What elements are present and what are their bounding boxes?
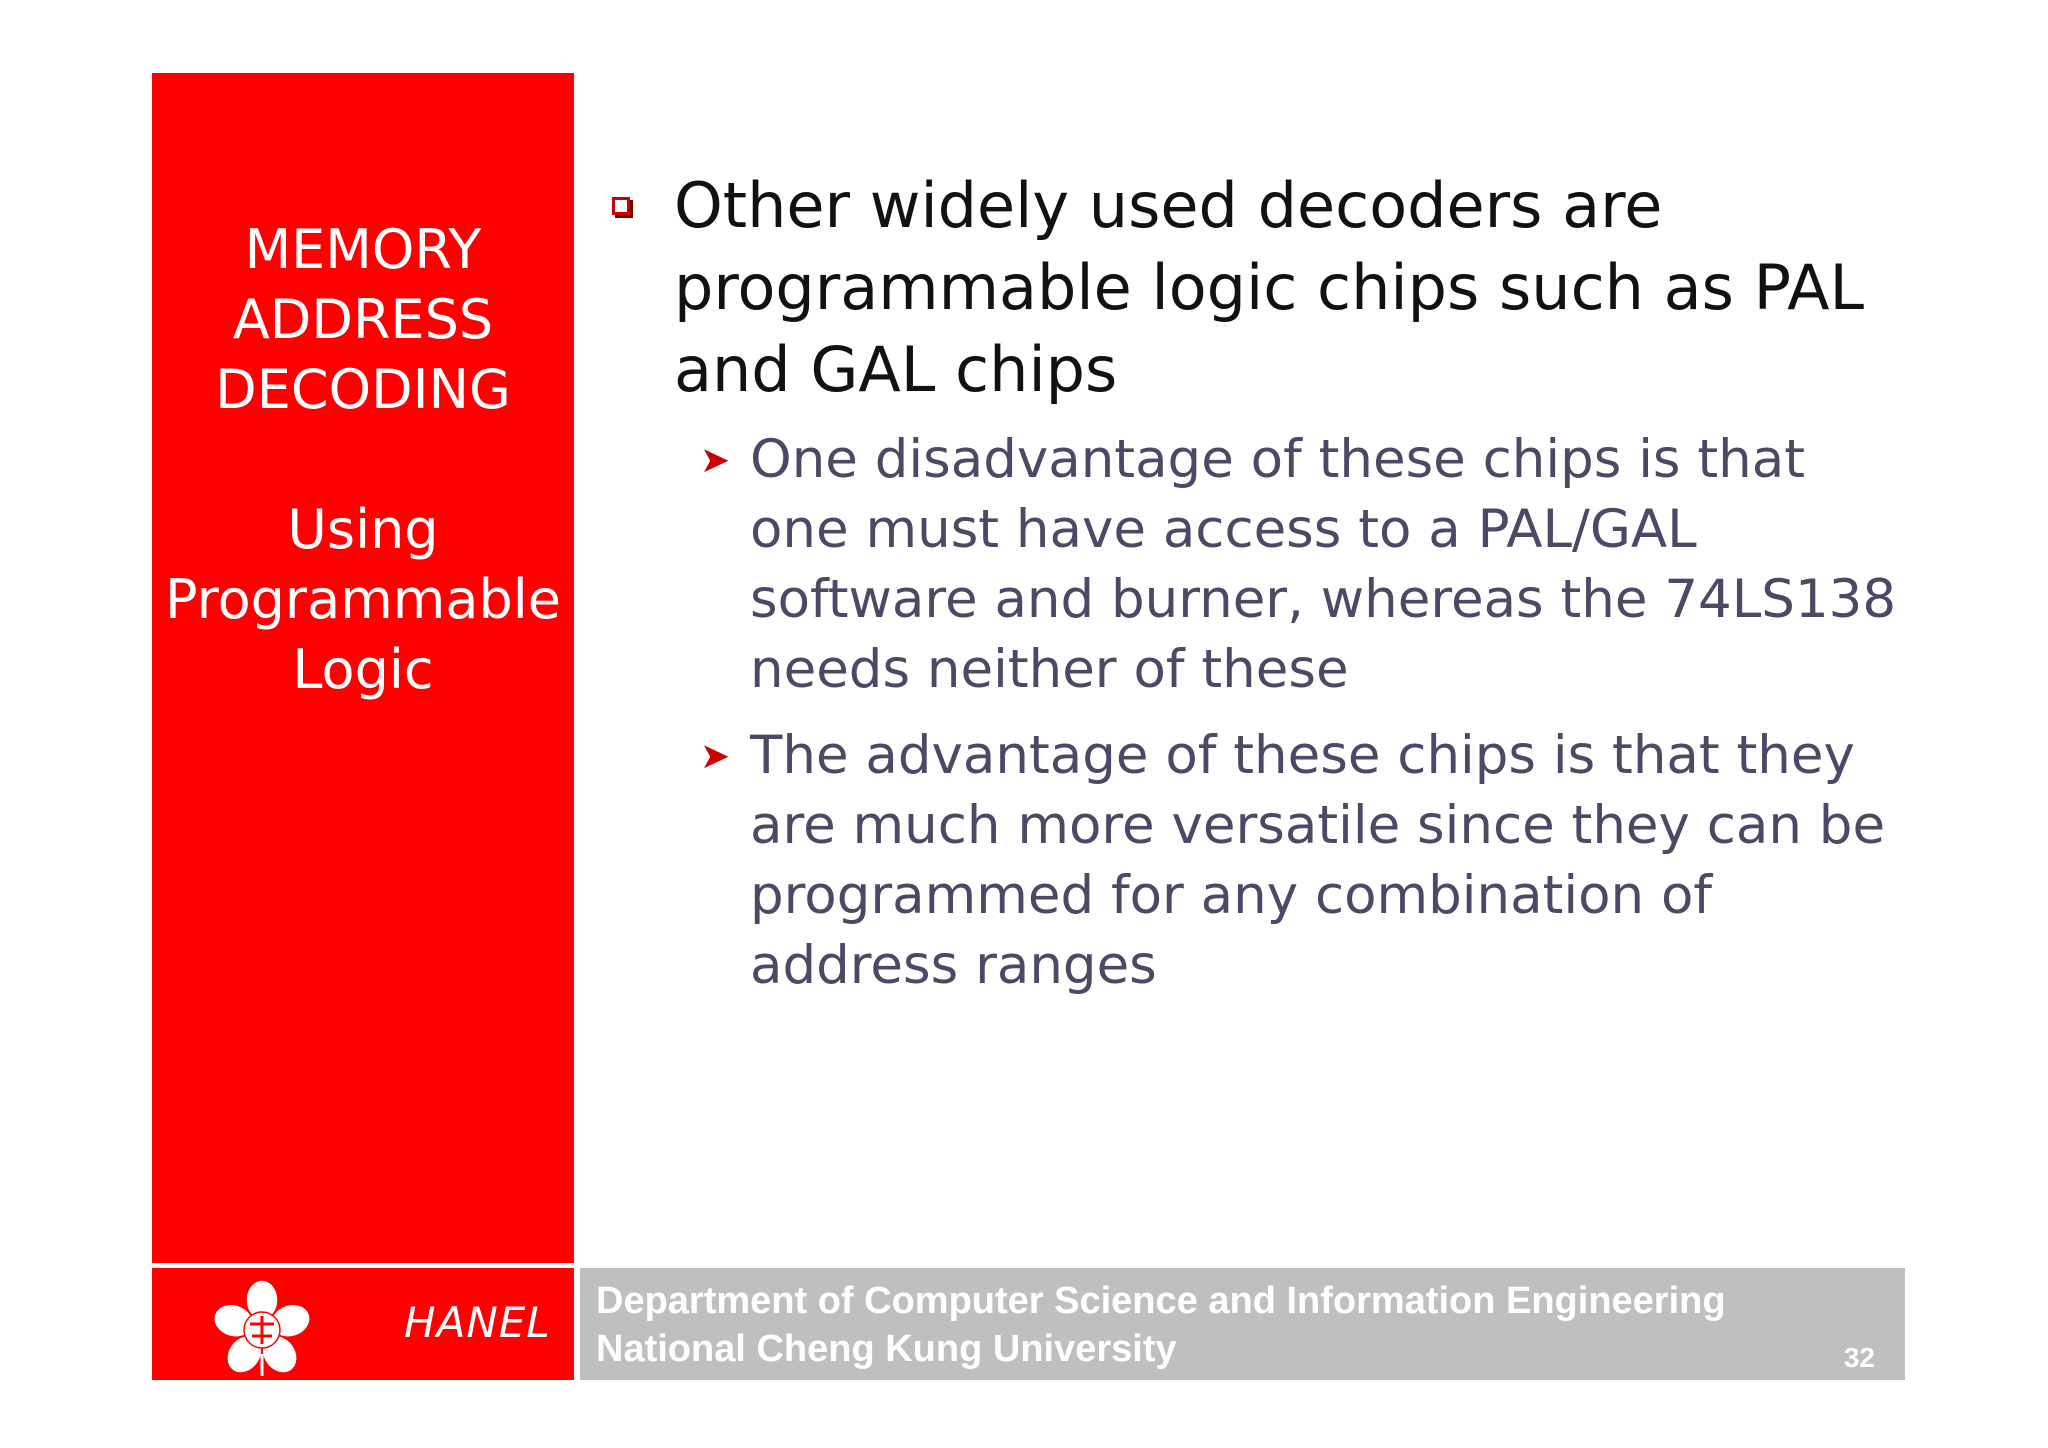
- footer-right: [580, 1268, 1905, 1380]
- arrow-bullet-icon: ➤: [700, 736, 731, 777]
- sidebar-subtitle-line-3: Logic: [292, 638, 434, 701]
- slide-content: [610, 165, 1910, 1001]
- sub-bullet-2: [700, 721, 1910, 1001]
- author-name: HANEL: [404, 1298, 551, 1347]
- sidebar-title-line-3: DECODING: [215, 358, 511, 421]
- sidebar: [152, 73, 574, 1263]
- page-number: 32: [1843, 1342, 1875, 1373]
- arrow-bullet-icon: ➤: [700, 440, 731, 481]
- department-name: Department of Computer Science and Information Engineering: [596, 1280, 1726, 1322]
- footer-left: [152, 1268, 574, 1380]
- sub-bullet-1-text: One disadvantage of these chips is that one must have access to a PAL/GAL software and burner, whereas the 74LS138 needs neither of these: [750, 429, 1897, 700]
- sidebar-title-line-2: ADDRESS: [232, 288, 494, 351]
- main-bullet-text: Other widely used decoders are programmable logic chips such as PAL and GAL chips: [674, 169, 1865, 406]
- main-bullet: [610, 165, 1910, 411]
- sidebar-title-line-1: MEMORY: [244, 218, 482, 281]
- university-name: National Cheng Kung University: [596, 1328, 1177, 1370]
- square-bullet-icon: [612, 197, 630, 215]
- sidebar-subtitle-line-2: Programmable: [164, 568, 562, 631]
- sidebar-spacer: [152, 425, 574, 495]
- university-emblem-icon: [202, 1278, 322, 1378]
- sidebar-subtitle-line-1: Using: [287, 498, 439, 561]
- sub-bullet-2-text: The advantage of these chips is that they are much more versatile since they can be programmed for any combination of address ranges: [750, 725, 1886, 996]
- sub-bullet-1: [700, 425, 1910, 705]
